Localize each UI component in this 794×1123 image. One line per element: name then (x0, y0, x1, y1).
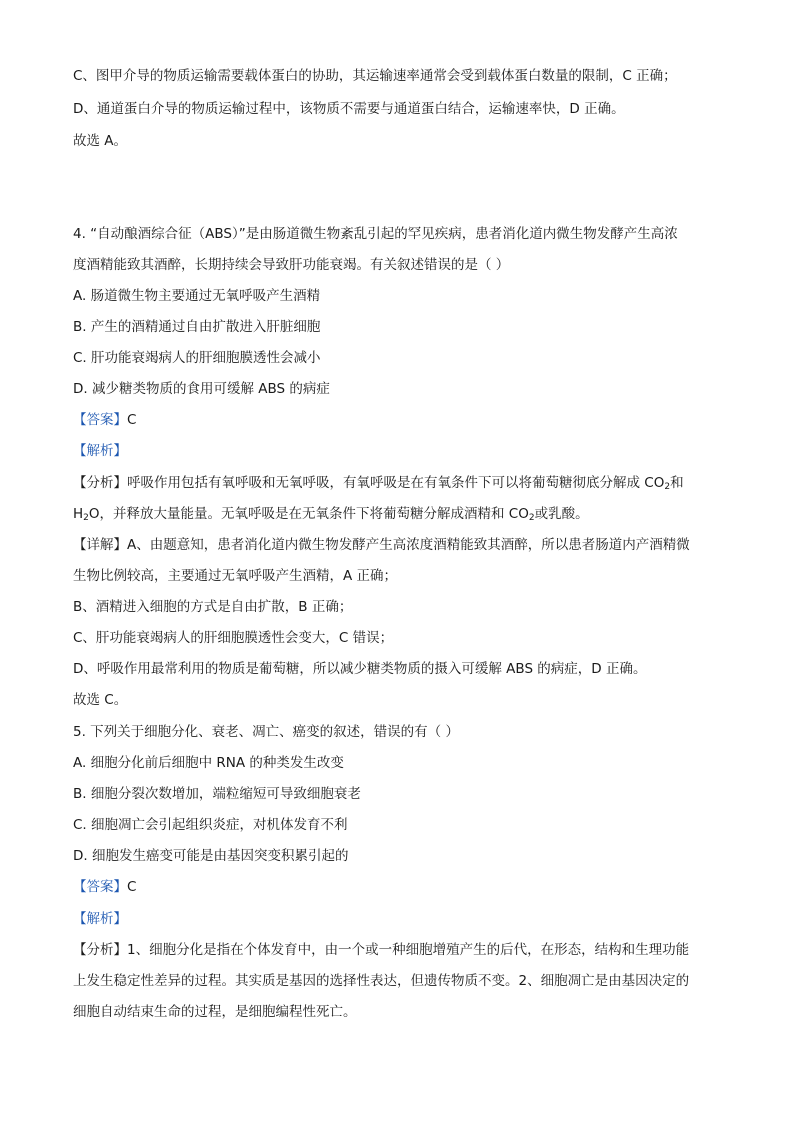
q5-fenxi-line-2: 上发生稳定性差异的过程。其实质是基因的选择性表达，但遗传物质不变。2、细胞凋亡是由基因决定的 (73, 973, 690, 989)
q4-xiangjie-text-1: A、由题意知，患者消化道内微生物发酵产生高浓度酒精能致其酒醉，所以患者肠道内产酒精微 (127, 537, 690, 553)
q5-analysis-heading (73, 909, 733, 929)
q4-xiangjie-line-1 (73, 535, 733, 555)
q4-option-a: A. 肠道微生物主要通过无氧呼吸产生酒精 (73, 288, 321, 304)
q4-xiangjie-d: D、呼吸作用最常利用的物质是葡萄糖，所以减少糖类物质的摄入可缓解 ABS 的病症，D 正确。 (73, 661, 647, 677)
co2-subscript: 2 (528, 513, 535, 523)
co2-subscript: 2 (664, 482, 671, 492)
q5-fenxi-tag: 【分析】 (73, 942, 127, 958)
q4-conclusion: 故选 C。 (73, 692, 128, 708)
q5-option-c: C. 细胞凋亡会引起组织炎症，对机体发育不利 (73, 817, 348, 833)
q4-xiangjie-c: C、肝功能衰竭病人的肝细胞膜透性会变大，C 错误； (73, 630, 394, 646)
q5-analysis-tag: 【解析】 (73, 911, 127, 927)
q4-fenxi-text-1b: 和 (670, 475, 684, 491)
h2o-subscript: 2 (83, 513, 89, 523)
q4-analysis-heading (73, 441, 733, 461)
q4-fenxi-text-1a: 呼吸作用包括有氧呼吸和无氧呼吸，有氧呼吸是在有氧条件下可以将葡萄糖彻底分解成 CO (127, 475, 665, 491)
q4-stem-line-1: 4. “自动酿酒综合征（ABS）”是由肠道微生物紊乱引起的罕见疾病，患者消化道内微生物发酵产生高浓 (73, 226, 678, 242)
q4-fenxi-text-2b: O，并释放大量能量。无氧呼吸是在无氧条件下将葡萄糖分解成酒精和 CO (88, 506, 529, 522)
q4-stem-line-2: 度酒精能致其酒醉，长期持续会导致肝功能衰竭。有关叙述错误的是（ ） (73, 257, 510, 273)
q5-answer-tag: 【答案】 (73, 879, 127, 895)
prev-option-c-explanation: C、图甲介导的物质运输需要载体蛋白的协助，其运输速率通常会受到载体蛋白数量的限制，C 正确； (73, 68, 677, 84)
q4-fenxi-text-2a: H (73, 506, 84, 522)
q4-fenxi-tag: 【分析】 (73, 475, 127, 491)
q5-option-b: B. 细胞分裂次数增加，端粒缩短可导致细胞衰老 (73, 786, 361, 802)
q4-option-b: B. 产生的酒精通过自由扩散进入肝脏细胞 (73, 319, 321, 335)
q4-xiangjie-tag: 【详解】 (73, 537, 127, 553)
q4-option-c: C. 肝功能衰竭病人的肝细胞膜透性会减小 (73, 350, 321, 366)
q4-answer-tag: 【答案】 (73, 412, 127, 428)
q5-option-a: A. 细胞分化前后细胞中 RNA 的种类发生改变 (73, 755, 344, 771)
q4-fenxi-line-2 (73, 504, 733, 524)
q4-xiangjie-line-2: 生物比例较高，主要通过无氧呼吸产生酒精，A 正确； (73, 568, 398, 584)
q4-analysis-tag: 【解析】 (73, 443, 127, 459)
q4-answer-row (73, 410, 733, 430)
q4-answer-value: C (127, 412, 137, 428)
q4-fenxi-text-2c: 或乳酸。 (534, 506, 589, 522)
q4-xiangjie-b: B、酒精进入细胞的方式是自由扩散，B 正确； (73, 599, 353, 615)
q4-option-d: D. 减少糖类物质的食用可缓解 ABS 的病症 (73, 381, 330, 397)
q4-fenxi-line-1 (73, 473, 733, 493)
q5-stem: 5. 下列关于细胞分化、衰老、凋亡、癌变的叙述，错误的有（ ） (73, 724, 459, 740)
q5-option-d: D. 细胞发生癌变可能是由基因突变积累引起的 (73, 848, 349, 864)
q5-answer-value: C (127, 879, 137, 895)
q5-fenxi-text-1: 1、细胞分化是指在个体发育中，由一个或一种细胞增殖产生的后代，在形态，结构和生理功能 (127, 942, 690, 958)
prev-option-d-explanation: D、通道蛋白介导的物质运输过程中，该物质不需要与通道蛋白结合，运输速率快，D 正确。 (73, 101, 625, 117)
prev-conclusion: 故选 A。 (73, 133, 128, 149)
q5-fenxi-line-3: 细胞自动结束生命的过程，是细胞编程性死亡。 (73, 1004, 357, 1020)
q5-fenxi-line-1 (73, 940, 733, 960)
q5-answer-row (73, 877, 733, 897)
